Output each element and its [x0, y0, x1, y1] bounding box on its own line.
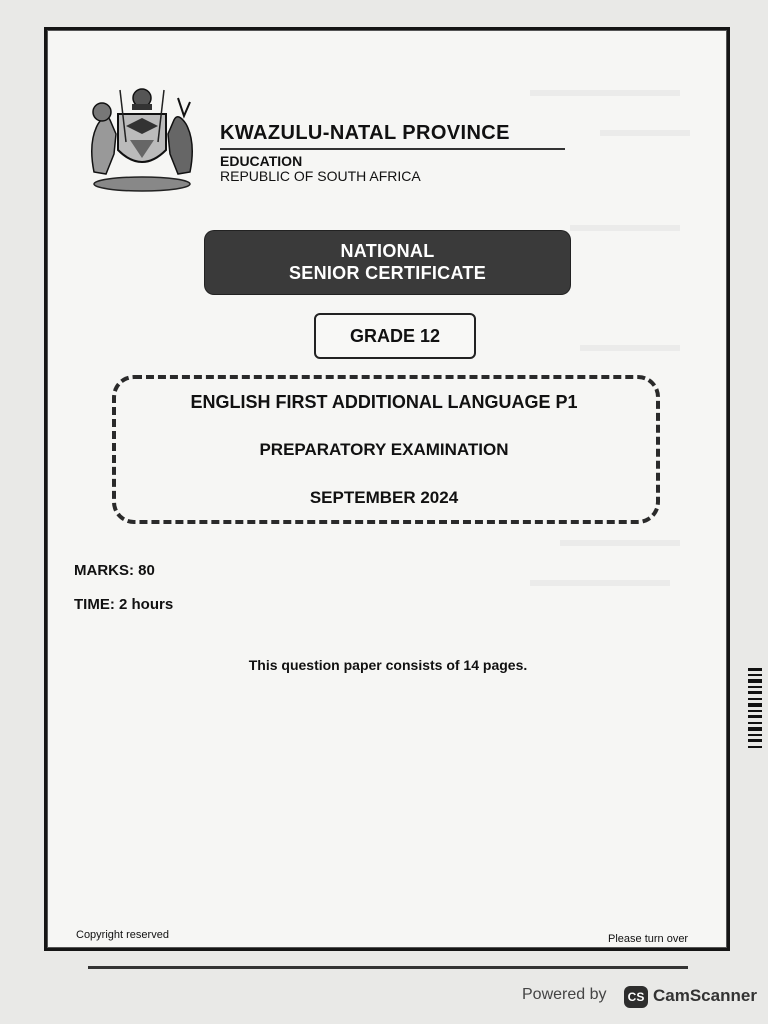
camscanner-name: CamScanner	[653, 986, 757, 1005]
banner-line-1: NATIONAL	[340, 241, 435, 261]
copyright-note: Copyright reserved	[76, 929, 169, 941]
time-label: TIME:	[74, 596, 115, 613]
exam-type: PREPARATORY EXAMINATION	[259, 440, 509, 459]
show-through	[530, 90, 680, 96]
page-edge-shadow	[88, 966, 688, 969]
camscanner-logo-icon: CS	[624, 986, 648, 1008]
grade-label: GRADE 12	[314, 313, 476, 359]
banner-line-2: SENIOR CERTIFICATE	[288, 263, 487, 283]
marks-value: 80	[138, 562, 155, 579]
nsc-banner	[205, 231, 570, 294]
barcode-icon	[748, 668, 762, 752]
powered-by-label: Powered by	[522, 986, 607, 1003]
province-title: KWAZULU-NATAL PROVINCE	[220, 122, 510, 144]
exam-date: SEPTEMBER 2024	[309, 488, 459, 507]
show-through	[580, 345, 680, 351]
turn-over-note: Please turn over	[608, 933, 689, 945]
marks-label: MARKS:	[74, 562, 134, 579]
country-label: REPUBLIC OF SOUTH AFRICA	[220, 168, 421, 184]
show-through	[560, 540, 680, 546]
kzn-coat-of-arms-icon	[80, 82, 204, 194]
title-rule	[220, 148, 565, 150]
show-through	[570, 225, 680, 231]
department-label: EDUCATION	[220, 153, 303, 169]
marks-line	[74, 562, 155, 579]
time-value: 2 hours	[119, 596, 174, 613]
subject-title: ENGLISH FIRST ADDITIONAL LANGUAGE P1	[190, 392, 578, 412]
show-through	[600, 130, 690, 136]
page-count-note: This question paper consists of 14 pages.	[248, 657, 528, 673]
show-through	[530, 580, 670, 586]
time-line	[74, 596, 173, 613]
